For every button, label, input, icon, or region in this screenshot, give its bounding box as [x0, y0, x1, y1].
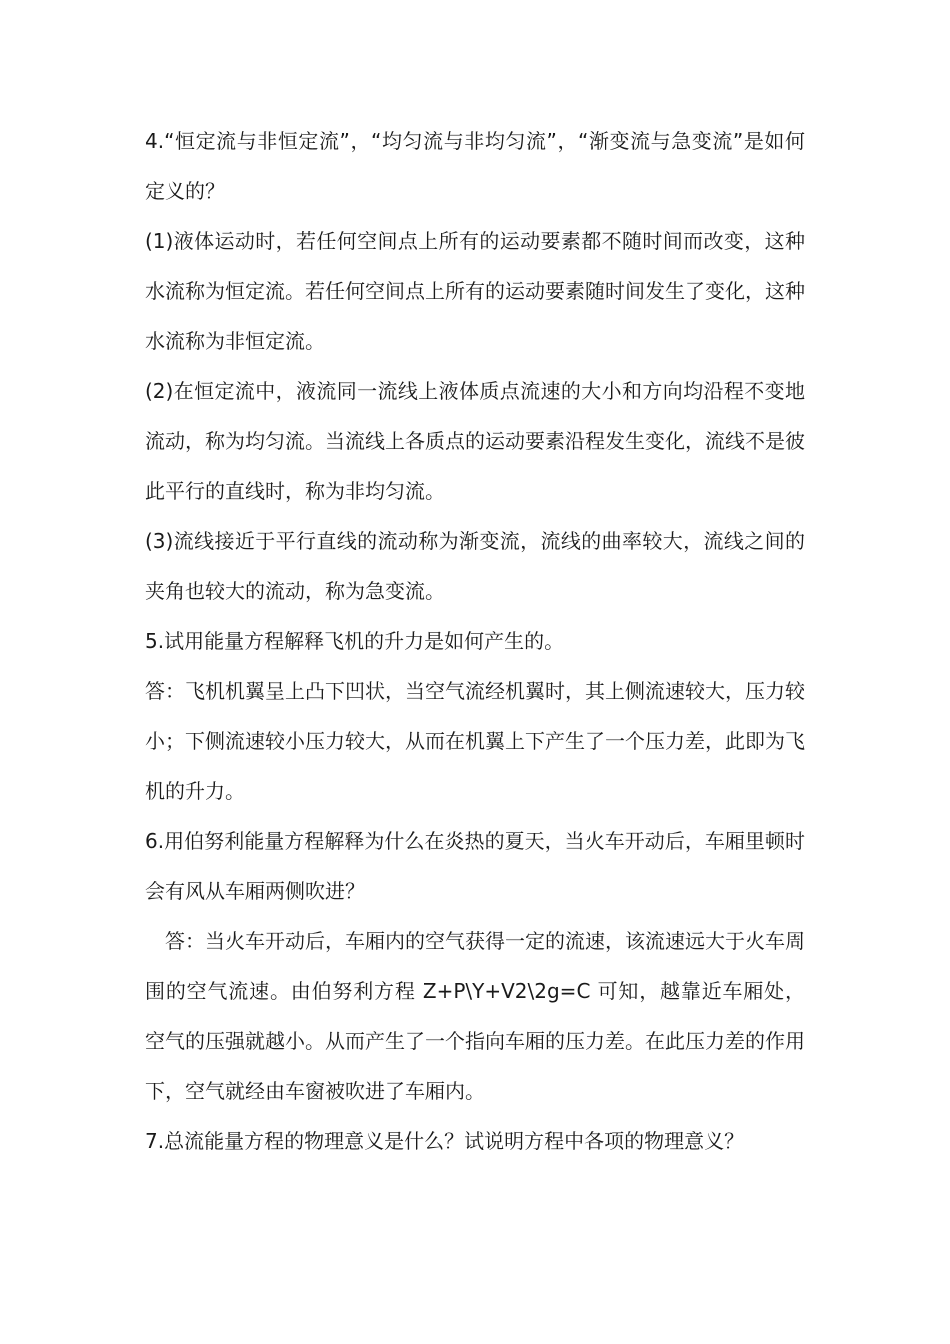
answer-4-part-3: (3)流线接近于平行直线的流动称为渐变流，流线的曲率较大，流线之间的夹角也较大的流动，称为急变流。 [145, 529, 805, 603]
answer-6: 答：当火车开动后，车厢内的空气获得一定的流速，该流速远大于火车周围的空气流速。由伯努利方程 Z+P\Y+V2\2g=C 可知，越靠近车厢处，空气的压强就越小。从而产生了一个指向车厢的压力差。在此压力差的作用下，空气就经由车窗被吹进了车厢内。 [145, 929, 805, 1103]
answer-5: 答：飞机机翼呈上凸下凹状，当空气流经机翼时，其上侧流速较大，压力较小；下侧流速较小压力较大，从而在机翼上下产生了一个压力差，此即为飞机的升力。 [145, 679, 805, 803]
question-7-heading: 7.总流能量方程的物理意义是什么？试说明方程中各项的物理意义？ [145, 1129, 745, 1153]
question-5-heading: 5.试用能量方程解释飞机的升力是如何产生的。 [145, 629, 565, 653]
question-4-heading: 4.“恒定流与非恒定流”，“均匀流与非均匀流”，“渐变流与急变流”是如何定义的？ [145, 129, 805, 203]
question-6-heading: 6.用伯努利能量方程解释为什么在炎热的夏天，当火车开动后，车厢里顿时会有风从车厢两侧吹进？ [145, 829, 805, 903]
answer-4-part-1: (1)液体运动时，若任何空间点上所有的运动要素都不随时间而改变，这种水流称为恒定流。若任何空间点上所有的运动要素随时间发生了变化，这种水流称为非恒定流。 [145, 229, 805, 353]
answer-4-part-2: (2)在恒定流中，液流同一流线上液体质点流速的大小和方向均沿程不变地流动，称为均匀流。当流线上各质点的运动要素沿程发生变化，流线不是彼此平行的直线时，称为非均匀流。 [145, 379, 805, 503]
document-body [145, 116, 805, 1166]
